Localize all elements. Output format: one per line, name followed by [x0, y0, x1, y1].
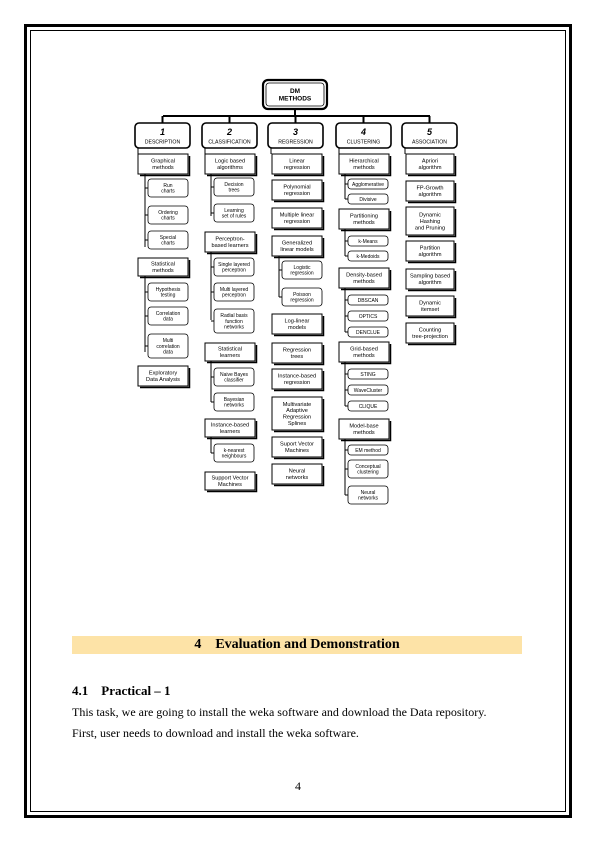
- node-label: methods: [152, 165, 174, 172]
- classification-perceptron-child: [214, 283, 254, 301]
- node-label: Counting: [418, 327, 442, 334]
- exploratory-data-analysis: [138, 366, 190, 388]
- node-label: METHODS: [278, 95, 312, 103]
- node-label: Run: [163, 182, 173, 189]
- category-clustering: [336, 123, 391, 148]
- classification-perceptron-child: [214, 258, 254, 276]
- node-label: correlation: [156, 343, 180, 350]
- instance-based-regression: [272, 369, 324, 391]
- node-label: Multi: [162, 338, 174, 344]
- node-label: neighbours: [221, 453, 247, 460]
- node-label: charts: [161, 215, 175, 222]
- node-label: EM method: [355, 447, 381, 454]
- node-label: Instance-based: [277, 373, 317, 380]
- association-item: [406, 269, 456, 291]
- category-name: ASSOCIATION: [411, 139, 448, 146]
- node-label: CLIQUE: [358, 403, 378, 410]
- node-label: learners: [219, 353, 241, 360]
- clustering-density-child: [348, 295, 388, 305]
- node-label: DENCLUE: [356, 329, 380, 336]
- node-label: Single layered: [218, 261, 250, 268]
- node-label: Naive Bayes: [219, 371, 249, 378]
- clustering-grid-child: [348, 369, 388, 379]
- node-label: FP-Growth: [416, 185, 444, 192]
- node-label: networks: [223, 402, 245, 409]
- node-label: OPTICS: [358, 313, 378, 320]
- category-number: 3: [292, 127, 299, 137]
- association-item: [406, 207, 456, 237]
- category-name: CLUSTERING: [346, 139, 381, 146]
- node-label: Log-linear: [284, 318, 310, 325]
- node-label: classifier: [224, 377, 244, 384]
- category-regression: [268, 123, 323, 148]
- node-label: networks: [357, 495, 379, 502]
- paragraph-1: This task, we are going to install the weka software and download the Data repository.: [72, 705, 487, 719]
- node-label: Sampling based: [409, 273, 451, 280]
- classification-logic-child: [214, 178, 254, 196]
- node-label: models: [287, 325, 307, 332]
- instance-based-learners: [205, 419, 257, 439]
- node-label: Data Analysis: [146, 377, 180, 384]
- node-label: k-Means: [358, 238, 378, 245]
- classification-logic-child: [214, 204, 254, 222]
- node-label: algorithms: [217, 165, 243, 172]
- node-label: methods: [353, 279, 375, 286]
- suport-vector-machines: [272, 437, 324, 459]
- node-label: Dynamic: [419, 212, 441, 219]
- node-label: Correlation: [155, 310, 181, 317]
- node-label: learners: [219, 429, 241, 436]
- node-label: Divisive: [359, 196, 377, 203]
- paragraph-2: First, user needs to download and install the weka software.: [72, 726, 359, 740]
- node-label: algorithm: [418, 192, 442, 199]
- node-label: Dynamic: [419, 300, 441, 307]
- node-label: Instance-based: [210, 422, 250, 429]
- k-nearest-neighbours: [214, 444, 254, 462]
- node-label: Regression: [282, 347, 312, 354]
- node-label: algorithm: [418, 280, 442, 287]
- node-label: Logic based: [214, 158, 246, 165]
- node-label: methods: [152, 268, 174, 275]
- linear-regression: [272, 154, 324, 176]
- log-linear-models: [272, 314, 324, 336]
- node-label: Splines: [287, 421, 307, 428]
- node-label: trees: [228, 187, 240, 194]
- node-label: Agglomerative: [352, 181, 384, 188]
- node-label: Neural: [360, 489, 376, 496]
- node-label: Apriori: [421, 158, 439, 165]
- neural-networks: [272, 464, 324, 486]
- node-label: regression: [290, 270, 314, 277]
- association-item: [406, 241, 456, 263]
- node-label: methods: [353, 165, 375, 172]
- section-heading-band: [72, 636, 522, 654]
- grid-based-methods: [339, 342, 391, 364]
- clustering-hierarchical-child: [348, 179, 388, 189]
- node-label: Hypothesis: [155, 286, 181, 293]
- node-label: Multiple linear: [279, 212, 315, 219]
- node-label: Neural: [288, 468, 306, 475]
- node-label: methods: [353, 353, 375, 360]
- category-number: 1: [159, 127, 166, 137]
- node-label: Statistical: [218, 346, 242, 353]
- node-label: Suport Vector: [280, 441, 314, 448]
- node-label: Statistical: [151, 261, 175, 268]
- node-label: Hashing: [419, 218, 441, 225]
- node-label: algorithm: [418, 165, 442, 172]
- node-label: k-nearest: [223, 447, 245, 454]
- model-base-methods: [339, 419, 391, 441]
- description-statistical-child: [148, 334, 188, 358]
- clustering-hierarchical-child: [348, 194, 388, 204]
- category-number: 4: [360, 127, 367, 137]
- association-item: [406, 154, 456, 176]
- node-label: regression: [283, 165, 311, 172]
- node-label: networks: [223, 324, 245, 331]
- node-label: Adaptive: [286, 408, 308, 415]
- node-label: Exploratory: [148, 370, 178, 377]
- node-label: Polynomial: [283, 184, 311, 191]
- density-based-methods: [339, 268, 391, 290]
- multivariate-adaptive-regression-splines: [272, 397, 324, 432]
- association-item: [406, 296, 456, 318]
- node-label: Density-based: [346, 272, 382, 279]
- statistical-methods: [138, 258, 190, 278]
- association-item: [406, 323, 456, 345]
- description-graphical-child: [148, 231, 188, 249]
- description-statistical-child: [148, 307, 188, 325]
- category-name: REGRESSION: [278, 139, 313, 146]
- description-graphical-child: [148, 179, 188, 197]
- regression-generalized-child: [282, 261, 322, 279]
- clustering-model-child: [348, 460, 388, 478]
- category-association: [402, 123, 457, 148]
- node-label: based learners: [211, 243, 249, 250]
- node-label: Multi layered: [219, 286, 249, 293]
- association-item: [406, 181, 456, 203]
- category-name: DESCRIPTION: [144, 139, 181, 146]
- node-label: Conceptual: [355, 463, 381, 470]
- node-label: Perceptron-: [215, 236, 245, 243]
- page-number: 4: [295, 779, 301, 793]
- node-label: STING: [360, 371, 376, 378]
- category-description: [135, 123, 190, 148]
- node-label: regression: [283, 191, 311, 198]
- classification-statistical-child: [214, 368, 254, 386]
- node-label: tree-projection: [412, 334, 448, 341]
- node-label: Bayesian: [223, 396, 245, 403]
- clustering-grid-child: [348, 401, 388, 411]
- clustering-grid-child: [348, 385, 388, 395]
- classification-perceptron-child: [214, 309, 254, 333]
- node-label: networks: [285, 475, 309, 482]
- node-label: function: [225, 318, 243, 325]
- category-name: CLASSIFICATION: [208, 139, 251, 146]
- category-number: 5: [426, 127, 433, 137]
- generalized-linear-models: [272, 236, 324, 258]
- section-heading: 4 Evaluation and Demonstration: [194, 637, 400, 652]
- node-label: set of rules: [221, 213, 247, 220]
- node-label: Special: [159, 234, 177, 241]
- multiple-linear-regression: [272, 208, 324, 230]
- graphical-methods: [138, 154, 190, 176]
- category-number: 2: [226, 127, 233, 137]
- node-label: testing: [160, 292, 176, 299]
- statistical-learners: [205, 343, 257, 363]
- node-label: Logistic: [293, 264, 311, 271]
- polynomial-regression: [272, 180, 324, 202]
- node-label: algorithm: [418, 252, 442, 259]
- node-label: Partition: [419, 245, 441, 252]
- hierarchical-methods: [339, 154, 391, 176]
- node-label: trees: [290, 354, 304, 361]
- classification-statistical-child: [214, 393, 254, 411]
- node-label: Ordering: [158, 209, 178, 216]
- node-label: methods: [353, 430, 375, 437]
- regression-generalized-child: [282, 288, 322, 306]
- node-label: k-Medoids: [356, 253, 380, 260]
- node-label: regression: [283, 380, 311, 387]
- node-label: Grid-based: [350, 346, 378, 353]
- support-vector-machines: [205, 472, 257, 492]
- node-label: linear models: [280, 247, 314, 254]
- node-label: perceptron: [222, 292, 246, 299]
- node-label: data: [163, 316, 173, 323]
- node-label: Learning: [224, 207, 244, 214]
- node-label: Machines: [218, 482, 242, 489]
- partitioning-methods: [339, 209, 391, 231]
- perceptron-based-learners: [205, 232, 257, 254]
- description-graphical-child: [148, 206, 188, 224]
- node-label: DM: [289, 88, 301, 96]
- node-label: DBSCAN: [357, 297, 379, 304]
- node-label: and Pruning: [414, 225, 446, 232]
- node-label: data: [163, 349, 173, 356]
- node-label: Regression: [282, 414, 312, 421]
- node-label: Multivariate: [282, 401, 312, 408]
- node-label: Poisson: [293, 291, 311, 298]
- clustering-density-child: [348, 311, 388, 321]
- node-label: Hierarchical: [349, 158, 379, 165]
- clustering-partitioning-child: [348, 251, 388, 261]
- node-label: Partitioning: [350, 213, 378, 220]
- node-label: Radial basis: [220, 313, 248, 319]
- node-label: clustering: [357, 469, 379, 476]
- node-label: Linear: [289, 158, 305, 165]
- node-label: Support Vector: [211, 475, 249, 482]
- node-label: perceptron: [222, 267, 246, 274]
- category-classification: [202, 123, 257, 148]
- node-label: Decision: [224, 181, 244, 188]
- clustering-model-child: [348, 486, 388, 504]
- node-label: charts: [161, 188, 175, 195]
- node-label: regression: [290, 297, 314, 304]
- node-label: WaveCluster: [353, 387, 383, 394]
- node-label: itemset: [420, 307, 440, 314]
- node-label: charts: [161, 240, 175, 247]
- regression-trees: [272, 343, 324, 365]
- clustering-partitioning-child: [348, 236, 388, 246]
- node-label: Graphical: [151, 158, 175, 165]
- node-label: methods: [353, 220, 375, 227]
- clustering-model-child: [348, 445, 388, 455]
- node-label: Model-base: [349, 423, 379, 430]
- logic-based-algorithms: [205, 154, 257, 176]
- node-label: Machines: [285, 448, 309, 455]
- description-statistical-child: [148, 283, 188, 301]
- node-label: regression: [283, 219, 311, 226]
- subsection-heading: 4.1 Practical – 1: [72, 683, 171, 698]
- root-node-dm-methods: [263, 80, 327, 109]
- clustering-density-child: [348, 327, 388, 337]
- node-label: Generalized: [281, 240, 313, 247]
